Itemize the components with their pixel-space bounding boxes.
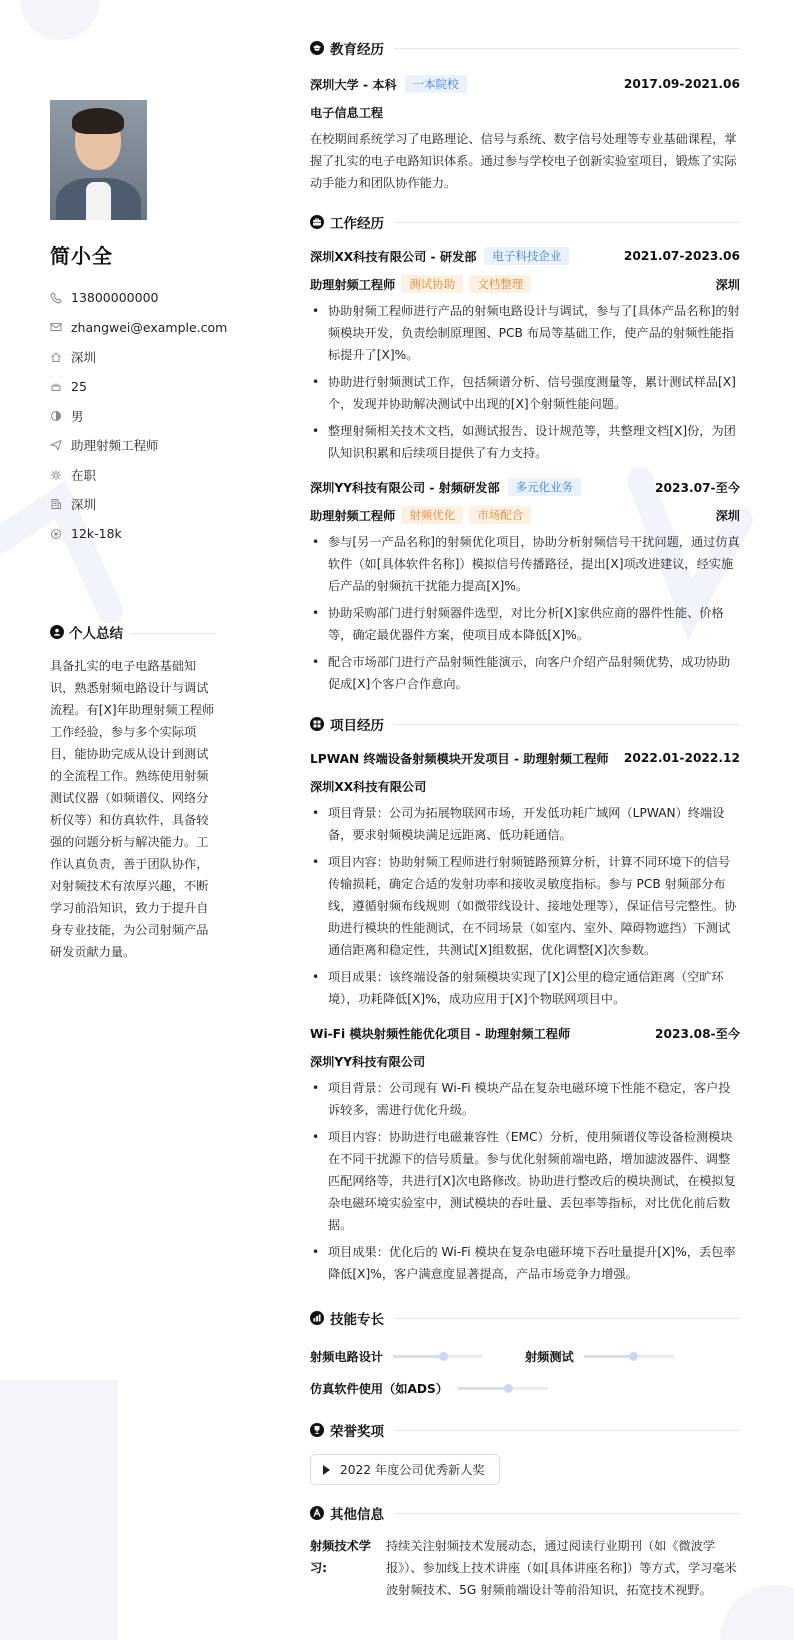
skill-level-fill [393, 1355, 443, 1358]
list-item: • 项目背景：公司为拓展物联网市场，开发低功耗广域网（LPWAN）终端设备，要求射频模块满足远距离、低功耗通信。 [310, 802, 740, 846]
salary-icon [50, 528, 62, 540]
email-text: zhangwei@example.com [71, 319, 228, 335]
school-tag: 一本院校 [405, 75, 467, 93]
work-section [310, 212, 740, 695]
job-header [310, 477, 740, 497]
education-entry-header [310, 74, 740, 94]
job-date: 2021.07-2023.06 [623, 249, 740, 263]
skills-title: 技能专长 [330, 1312, 384, 1328]
other-title: 其他信息 [330, 1507, 384, 1523]
job-role-row [310, 274, 740, 294]
list-item: • 项目成果：优化后的 Wi-Fi 模块在复杂电磁环境下吞吐量提升[X]%，丢包率降低[X]%，客户满意度显著提高，产品市场竞争力增强。 [310, 1241, 740, 1285]
project-company [310, 1051, 740, 1071]
list-item: • 配合市场部门进行产品射频性能演示，向客户介绍产品射频优势，成功协助促成[X]个客户合作意向。 [310, 651, 740, 695]
summary-section-header [50, 622, 216, 642]
info-location [50, 342, 220, 372]
project-bullets [310, 802, 740, 1010]
divider [394, 1430, 740, 1431]
skill-level-dot [439, 1352, 448, 1361]
job-city: 深圳 [715, 277, 740, 292]
list-item: • 项目内容：协助射频工程师进行射频链路预算分析，计算不同环境下的信号传输损耗，确定合适的发射功率和接收灵敏度指标。参与 PCB 射频部分布线，遵循射频布线规则（如微带线设计、接地处理等），保证信号完整性。协助进行模块的性能测试，在不同场景（如室内、室外、障碍物遮挡）下测试通信距离和稳定性，共测试[X]组数据，优化调整[X]次参数。 [310, 851, 740, 961]
skill-name: 射频测试 [525, 1349, 574, 1364]
divider [131, 633, 216, 634]
project-company-text: 深圳XX科技有限公司 [310, 779, 427, 794]
project-section-header [310, 714, 740, 734]
project-name: Wi-Fi 模块射频性能优化项目 - 助理射频工程师 [310, 1026, 571, 1041]
skill-level-fill [458, 1387, 508, 1390]
skill-level-dot [629, 1352, 638, 1361]
role-tag: 文档整理 [469, 275, 531, 293]
gender-icon [50, 410, 62, 422]
other-value: 持续关注射频技术发展动态，通过阅读行业期刊（如《微波学报》）、参加线上技术讲座（如[具体讲座名称]）等方式，学习毫米波射频技术、5G 射频前端设计等前沿知识，拓宽技术视野。 [386, 1539, 737, 1597]
list-item: • 整理射频相关技术文档，如测试报告、设计规范等，共整理文档[X]份，为团队知识积累和后续项目提供了有力支持。 [310, 420, 740, 464]
award-item[interactable] [310, 1454, 500, 1485]
education-title: 教育经历 [330, 42, 384, 58]
skill-level-dot [504, 1384, 513, 1393]
project-name: LPWAN 终端设备射频模块开发项目 - 助理射频工程师 [310, 751, 609, 766]
summary-title: 个人总结 [69, 626, 123, 642]
skill-level-bar [393, 1355, 483, 1358]
education-date: 2017.09-2021.06 [623, 77, 740, 91]
skill-level-bar [584, 1355, 674, 1358]
education-description: 在校期间系统学习了电路理论、信号与系统、数字信号处理等专业基础课程，掌握了扎实的电子电路知识体系。通过参与学校电子创新实验室项目，锻炼了实际动手能力和团队协作能力。 [310, 132, 737, 190]
skill-item [310, 1340, 525, 1372]
awards-section [310, 1420, 740, 1485]
bg-circle-decoration [20, 0, 100, 40]
salary-text: 12k-18k [71, 526, 122, 542]
project-title: 项目经历 [330, 718, 384, 734]
job-bullets [310, 531, 740, 695]
list-item: • 项目背景：公司现有 Wi-Fi 模块产品在复杂电磁环境下性能不稳定，客户投诉较多，需进行优化升级。 [310, 1077, 740, 1121]
phone-icon [50, 292, 62, 304]
info-position [50, 431, 220, 461]
play-icon [323, 1465, 330, 1475]
graduation-cap-icon [310, 41, 324, 55]
avatar [50, 100, 147, 220]
bar-chart-icon [310, 1311, 324, 1325]
work-title: 工作经历 [330, 216, 384, 232]
phone-text: 13800000000 [71, 290, 159, 306]
work-section-header [310, 212, 740, 232]
cake-icon [50, 380, 62, 392]
list-item: • 项目成果：该终端设备的射频模块实现了[X]公里的稳定通信距离（空旷环境），功耗降低[X]%，成功应用于[X]个物联网项目中。 [310, 966, 740, 1010]
info-gender [50, 401, 220, 431]
role-tag: 测试协助 [401, 275, 463, 293]
divider [394, 1513, 740, 1514]
skill-item [310, 1372, 570, 1404]
info-phone [50, 283, 220, 313]
gender-text: 男 [71, 408, 84, 424]
other-item [310, 1535, 740, 1601]
person-icon [50, 625, 64, 639]
project-company [310, 776, 740, 796]
age-text: 25 [71, 378, 87, 394]
job-bullets [310, 300, 740, 464]
project-bullets [310, 1077, 740, 1285]
job-role: 助理射频工程师 [310, 277, 396, 292]
job-header [310, 246, 740, 266]
list-item: • 协助射频工程师进行产品的射频电路设计与调试，参与了[具体产品名称]的射频模块开发，负责绘制原理图、PCB 布局等基础工作，使产品的射频性能指标提升了[X]%。 [310, 300, 740, 366]
other-section [310, 1503, 740, 1601]
bg-rect-decoration [0, 1380, 118, 1640]
building-icon [50, 498, 62, 510]
project-section [310, 714, 740, 1285]
awards-section-header [310, 1420, 740, 1440]
project-date: 2022.01-2022.12 [623, 751, 740, 765]
trophy-icon [310, 1423, 324, 1437]
briefcase-icon [310, 215, 324, 229]
contact-info-list [50, 283, 228, 549]
skill-level-bar [458, 1387, 548, 1390]
status-text: 在职 [71, 467, 97, 483]
school-name: 深圳大学 - 本科 [310, 77, 397, 92]
other-key: 射频技术学习: [310, 1539, 371, 1575]
job-city: 深圳 [715, 508, 740, 523]
job-role: 助理射频工程师 [310, 508, 396, 523]
skill-item [525, 1340, 740, 1372]
company-name: 深圳XX科技有限公司 - 研发部 [310, 249, 477, 264]
project-company-text: 深圳YY科技有限公司 [310, 1054, 426, 1069]
status-icon [50, 469, 62, 481]
education-section-header [310, 38, 740, 58]
skills-section-header [310, 1308, 740, 1328]
city-text: 深圳 [71, 497, 97, 513]
list-item: • 参与[另一产品名称]的射频优化项目，协助分析射频信号干扰问题，通过仿真软件（如[具体软件名称]）模拟信号传播路径，提出[X]项改进建议，经实施后产品的射频抗干扰能力提高[X]%。 [310, 531, 740, 597]
skill-name: 仿真软件使用（如ADS） [310, 1381, 449, 1396]
company-name: 深圳YY科技有限公司 - 射频研发部 [310, 480, 500, 495]
position-text: 助理射频工程师 [71, 438, 159, 454]
project-header [310, 1023, 740, 1043]
summary-text: 具备扎实的电子电路基础知识，熟悉射频电路设计与调试流程。有[X]年助理射频工程师工作经验，参与多个实际项目，能协助完成从设计到测试的全流程工作。熟练使用射频测试仪器（如频谱仪、网络分析仪等）和仿真软件，具备较强的问题分析与解决能力。工作认真负责，善于团队协作，对射频技术有浓厚兴趣，不断学习前沿知识，致力于提升自身专业技能，为公司射频产品研发贡献力量。 [50, 659, 215, 959]
divider [394, 48, 740, 49]
divider [394, 724, 740, 725]
skills-list [310, 1340, 740, 1404]
job-date: 2023.07-至今 [655, 480, 740, 495]
education-section [310, 38, 740, 194]
project-header [310, 748, 740, 768]
location-text: 深圳 [71, 349, 97, 365]
send-icon [50, 439, 62, 451]
info-salary [50, 519, 220, 549]
company-tag: 多元化业务 [508, 478, 582, 496]
main-column [310, 38, 740, 1601]
info-status [50, 460, 220, 490]
award-label: 2022 年度公司优秀新人奖 [340, 1463, 485, 1477]
info-age [50, 372, 220, 402]
awards-title: 荣誉奖项 [330, 1424, 384, 1440]
info-email [50, 313, 228, 343]
home-icon [50, 351, 62, 363]
major-text: 电子信息工程 [310, 105, 384, 120]
role-tag: 射频优化 [401, 506, 463, 524]
company-tag: 电子科技企业 [484, 247, 569, 265]
project-date: 2023.08-至今 [655, 1026, 740, 1041]
mail-icon [50, 321, 62, 333]
skills-section [310, 1308, 740, 1404]
skill-level-fill [584, 1355, 634, 1358]
divider [394, 1318, 740, 1319]
list-item: • 项目内容：协助进行电磁兼容性（EMC）分析，使用频谱仪等设备检测模块在不同干扰源下的信号质量。参与优化射频前端电路，增加滤波器件、调整匹配网络等，共进行[X]次电路修改。协助进行整改后的模块测试，在模拟复杂电磁环境实验室中，测试模块的吞吐量、丢包率等指标，对比优化前后数据。 [310, 1126, 740, 1236]
divider [394, 222, 740, 223]
skill-name: 射频电路设计 [310, 1349, 384, 1364]
list-item: • 协助进行射频测试工作，包括频谱分析、信号强度测量等，累计测试样品[X]个，发现并协助解决测试中出现的[X]个射频性能问题。 [310, 371, 740, 415]
info-city [50, 490, 220, 520]
role-tag: 市场配合 [469, 506, 531, 524]
grid-icon [310, 717, 324, 731]
profile-name: 简小全 [50, 244, 113, 268]
text-icon [310, 1506, 324, 1520]
other-section-header [310, 1503, 740, 1523]
major [310, 102, 740, 122]
job-role-row [310, 505, 740, 525]
list-item: • 协助采购部门进行射频器件选型，对比分析[X]家供应商的器件性能、价格等，确定最优器件方案，使项目成本降低[X]%。 [310, 602, 740, 646]
profile-column [50, 100, 228, 549]
